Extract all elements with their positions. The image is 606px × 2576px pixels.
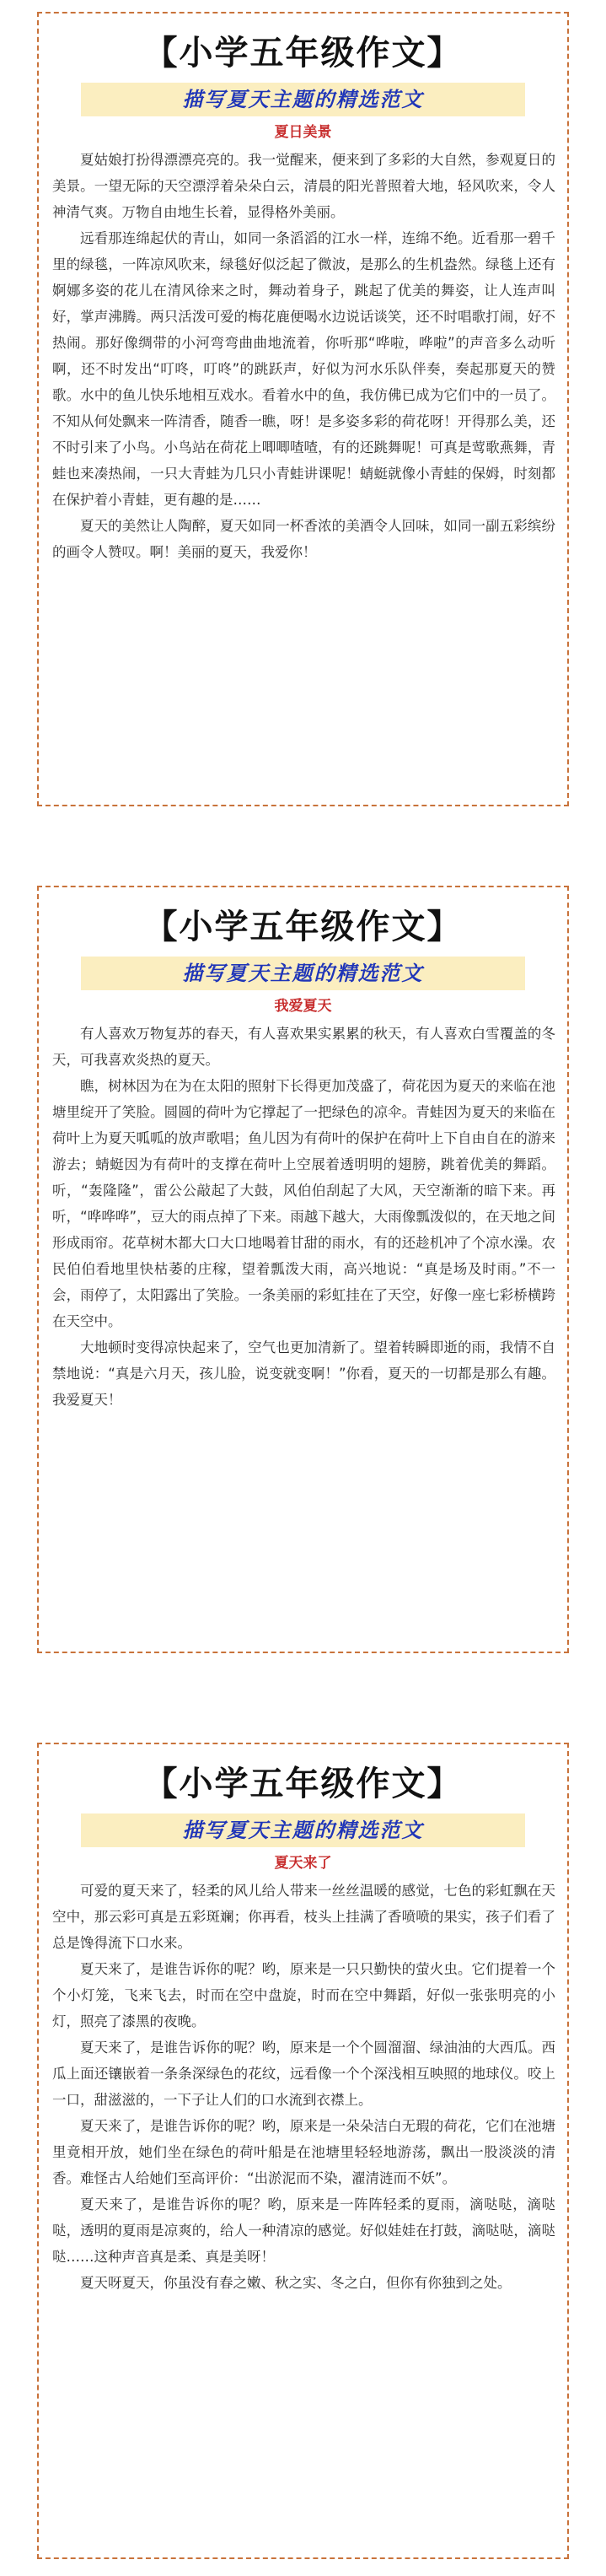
essay-paragraph: 瞧，树林因为在为在太阳的照射下长得更加茂盛了，荷花因为夏天的来临在池塘里绽开了笑脸。圆圆的荷叶为它撑起了一把绿色的凉伞。青蛙因为夏天的来临在荷叶上为夏天呱呱的放声歌唱；鱼儿因为有荷叶的保护在荷叶上下自由自在的游来游去；蜻蜓因为有荷叶的支撑在荷叶上空展着透明明的翅膀，跳着优美的舞蹈。听，“轰隆隆”，雷公公敲起了大鼓，风伯伯刮起了大风，天空渐渐的暗下来。再听，“哗哗哗”，豆大的雨点掉了下来。雨越下越大，大雨像瓢泼似的，在天地之间形成雨帘。花草树木都大口大口地喝着甘甜的雨水，有的还趁机冲了个凉水澡。农民伯伯看地里快枯萎的庄稼，望着瓢泼大雨，高兴地说：“真是场及时雨。”不一会，雨停了，太阳露出了笑脸。一条美丽的彩虹挂在了天空，好像一座七彩桥横跨在天空中。 [52, 1078, 555, 1329]
card-title: 【小学五年级作文】 [143, 1764, 463, 1803]
essay-paragraph: 夏天来了，是谁告诉你的呢？哟，原来是一阵阵轻柔的夏雨，滴哒哒，滴哒哒，透明的夏雨是凉爽的，给人一种清凉的感觉。好似娃娃在打鼓，滴哒哒，滴哒哒……这种声音真是柔、真是美呀！ [52, 2196, 555, 2265]
essay-paragraph: 夏天来了，是谁告诉你的呢？哟，原来是一朵朵洁白无瑕的荷花，它们在池塘里竟相开放，她们坐在绿色的荷叶船是在池塘里轻轻地游荡，飘出一股淡淡的清香。难怪古人给她们至高评价：“出淤泥而不染，濯清涟而不妖”。 [52, 2118, 555, 2186]
essay-card-3 [37, 1743, 569, 2559]
card-title: 【小学五年级作文】 [143, 33, 463, 73]
essay-card-2 [37, 886, 569, 1653]
essay-body [39, 1878, 567, 2296]
card-subtitle: 描写夏天主题的精选范文 [81, 83, 525, 116]
essay-paragraph: 夏姑娘打扮得漂漂亮亮的。我一觉醒来，便来到了多彩的大自然，参观夏日的美景。一望无际的天空漂浮着朵朵白云，清晨的阳光普照着大地，轻风吹来，令人神清气爽。万物自由地生长着，显得格外美丽。 [52, 152, 555, 220]
essay-title: 我爱夏天 [274, 998, 332, 1015]
essay-paragraph: 远看那连绵起伏的青山，如同一条滔滔的江水一样，连绵不绝。近看那一碧千里的绿毯，一阵凉风吹来，绿毯好似泛起了微波，是那么的生机盎然。绿毯上还有婀娜多姿的花儿在清风徐来之时，舞动着身子，跳起了优美的舞姿，让人连声叫好，掌声沸腾。两只活泼可爱的梅花鹿便喝水边说话谈笑，还不时唱歌打闹，好不热闹。那好像绸带的小河弯弯曲曲地流着，你听那“哗啦，哗啦”的声音多么动听啊，还不时发出“叮咚，叮咚”的跳跃声，好似为河水乐队伴奏，奏起那夏天的赞歌。水中的鱼儿快乐地相互戏水。看着水中的鱼，我仿佛已成为它们中的一员了。不知从何处飘来一阵清香，随香一瞧，呀！是多姿多彩的荷花呀！开得那么美，还不时引来了小鸟。小鸟站在荷花上唧唧喳喳，有的还跳舞呢！可真是莺歌燕舞，青蛙也来凑热闹，一只大青蛙为几只小青蛙讲课呢！蜻蜓就像小青蛙的保姆，时刻都在保护着小青蛙，更有趣的是…… [52, 230, 555, 508]
essay-title: 夏天来了 [274, 1855, 332, 1872]
card-subtitle: 描写夏天主题的精选范文 [81, 957, 525, 990]
essay-paragraph: 夏天来了，是谁告诉你的呢？哟，原来是一个个圆溜溜、绿油油的大西瓜。西瓜上面还镶嵌着一条条深绿色的花纹，远看像一个个深浅相互映照的地球仪。咬上一口，甜滋滋的，一下子让人们的口水流到衣襟上。 [52, 2040, 555, 2108]
essay-card-1 [37, 12, 569, 806]
essay-paragraph: 夏天呀夏天，你虽没有春之嫩、秋之实、冬之白，但你有你独到之处。 [80, 2275, 512, 2291]
essay-paragraph: 夏天来了，是谁告诉你的呢？哟，原来是一只只勤快的萤火虫。它们提着一个个小灯笼，飞来飞去，时而在空中盘旋，时而在空中舞蹈，好似一张张明亮的小灯，照亮了漆黑的夜晚。 [52, 1961, 555, 2029]
essay-title: 夏日美景 [274, 124, 332, 141]
essay-paragraph: 有人喜欢万物复苏的春天，有人喜欢果实累累的秋天，有人喜欢白雪覆盖的冬天，可我喜欢炎热的夏天。 [52, 1026, 555, 1068]
essay-body [39, 1021, 567, 1413]
essay-paragraph: 可爱的夏天来了，轻柔的风儿给人带来一丝丝温暖的感觉，七色的彩虹飘在天空中，那云彩可真是五彩斑斓；你再看，枝头上挂满了香喷喷的果实，孩子们看了总是馋得流下口水来。 [52, 1883, 555, 1951]
essay-paragraph: 夏天的美然让人陶醉，夏天如同一杯香浓的美酒令人回味，如同一副五彩缤纷的画令人赞叹。啊！美丽的夏天，我爱你！ [52, 518, 555, 560]
essay-body [39, 147, 567, 565]
essay-paragraph: 大地顿时变得凉快起来了，空气也更加清新了。望着转瞬即逝的雨，我情不自禁地说：“真是六月天，孩儿脸，说变就变啊！”你看，夏天的一切都是那么有趣。我爱夏天！ [52, 1339, 555, 1408]
card-subtitle: 描写夏天主题的精选范文 [81, 1813, 525, 1847]
card-title: 【小学五年级作文】 [143, 907, 463, 946]
